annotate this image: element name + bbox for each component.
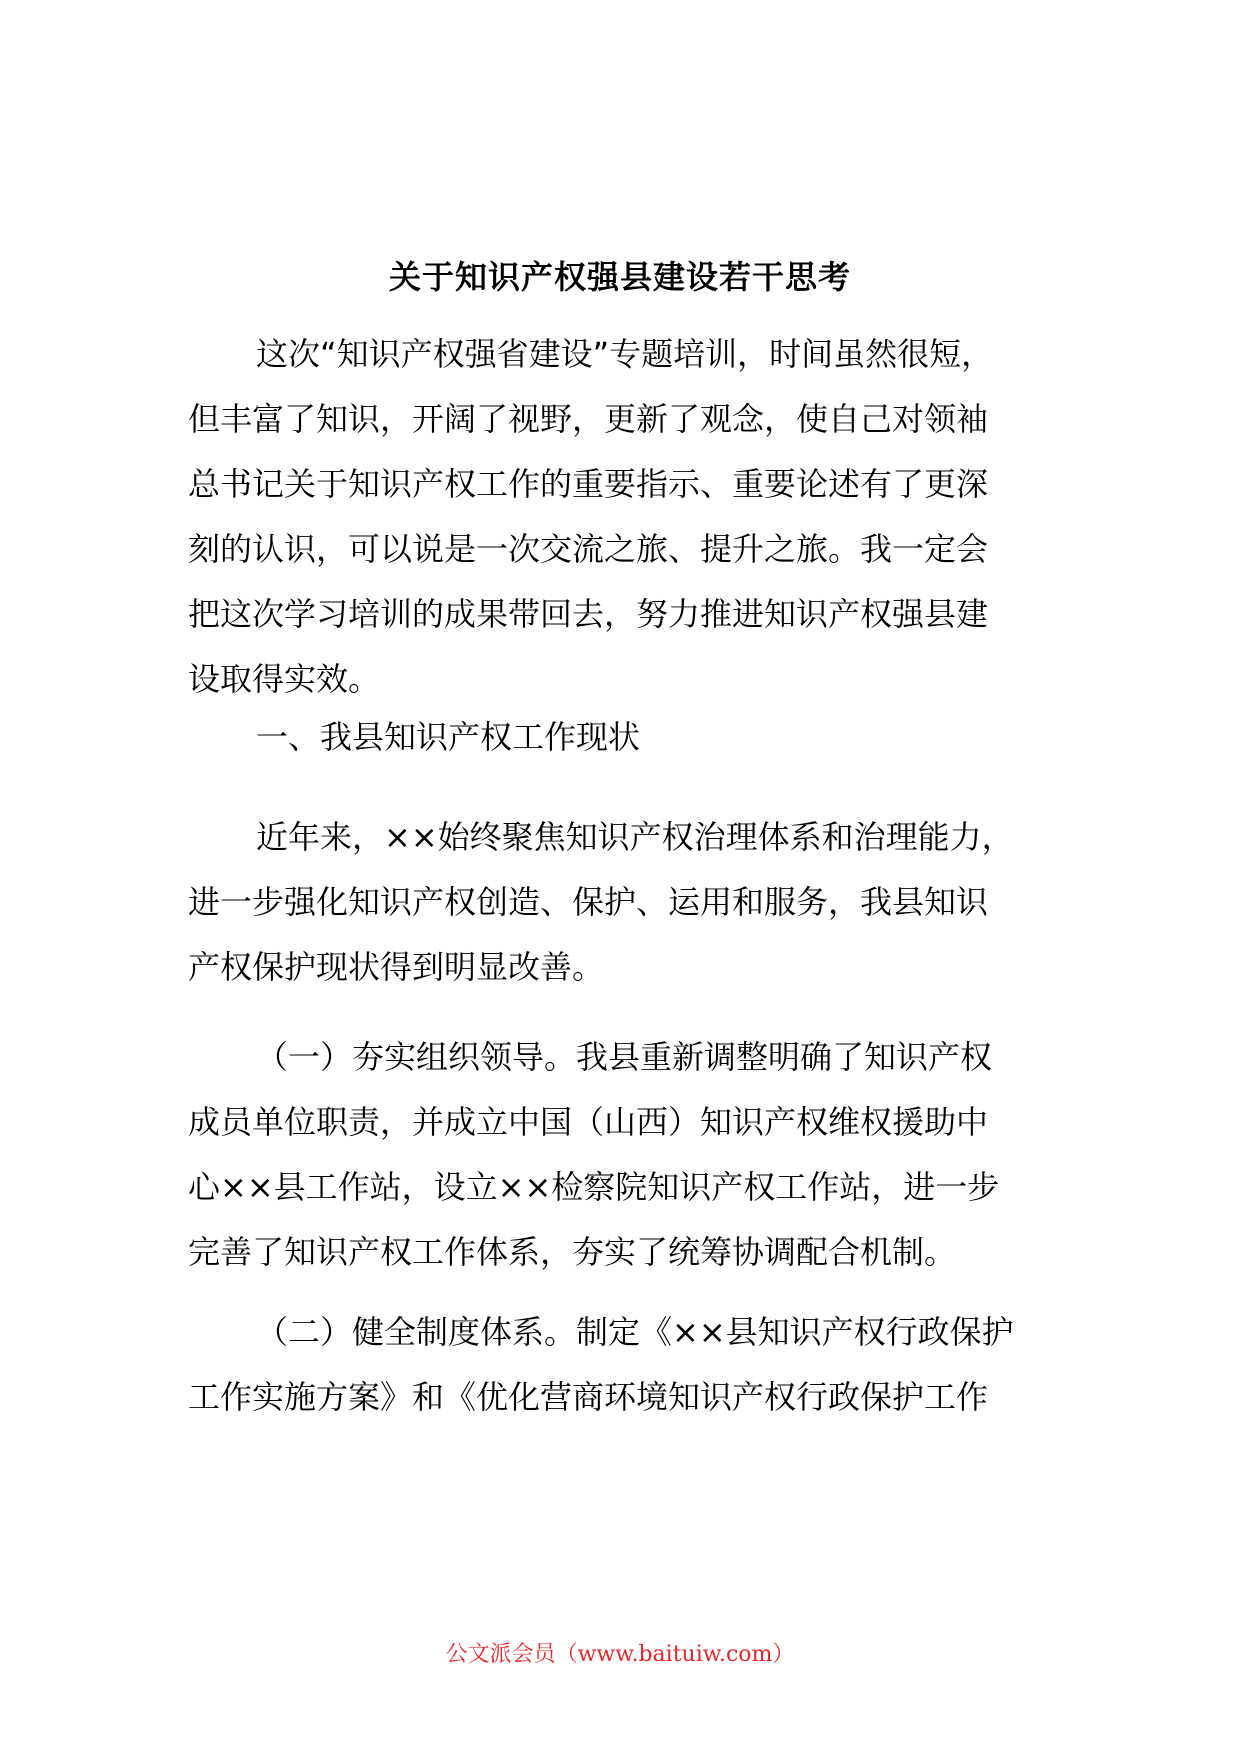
paragraph-line: 刻的认识，可以说是一次交流之旅、提升之旅。我一定会	[188, 530, 989, 568]
paragraph-line: 进一步强化知识产权创造、保护、运用和服务，我县知识	[188, 883, 989, 921]
document-title: 关于知识产权强县建设若干思考	[388, 258, 851, 296]
paragraph-line: 心××县工作站，设立××检察院知识产权工作站，进一步	[188, 1168, 1000, 1206]
section-heading-text: 一、我县知识产权工作现状	[256, 718, 641, 756]
paragraph-line: （一）夯实组织领导。我县重新调整明确了知识产权	[256, 1038, 993, 1076]
section-heading	[188, 705, 1054, 770]
paragraph-line: 把这次学习培训的成果带回去，努力推进知识产权强县建	[188, 595, 989, 633]
paragraph-organization	[188, 1025, 1054, 1285]
paragraph-line: 工作实施方案》和《优化营商环境知识产权行政保护工作	[188, 1378, 989, 1416]
paragraph-intro	[188, 322, 1054, 712]
paragraph-status	[188, 805, 1054, 1000]
paragraph-line: 但丰富了知识，开阔了视野，更新了观念，使自己对领袖	[188, 400, 989, 438]
footer-watermark: 公文派会员（www.baituiw.com）	[445, 1642, 795, 1667]
paragraph-line: 这次“知识产权强省建设”专题培训，时间虽然很短，	[256, 335, 994, 373]
paragraph-line: （二）健全制度体系。制定《××县知识产权行政保护	[256, 1313, 1014, 1351]
paragraph-line: 设取得实效。	[188, 660, 381, 698]
paragraph-line: 总书记关于知识产权工作的重要指示、重要论述有了更深	[188, 465, 989, 503]
paragraph-system	[188, 1300, 1054, 1430]
paragraph-line: 近年来，××始终聚焦知识产权治理体系和治理能力，	[256, 818, 1014, 856]
paragraph-line: 产权保护现状得到明显改善。	[188, 948, 605, 986]
paragraph-line: 完善了知识产权工作体系，夯实了统筹协调配合机制。	[188, 1233, 957, 1271]
paragraph-line: 成员单位职责，并成立中国（山西）知识产权维权援助中	[188, 1103, 989, 1141]
